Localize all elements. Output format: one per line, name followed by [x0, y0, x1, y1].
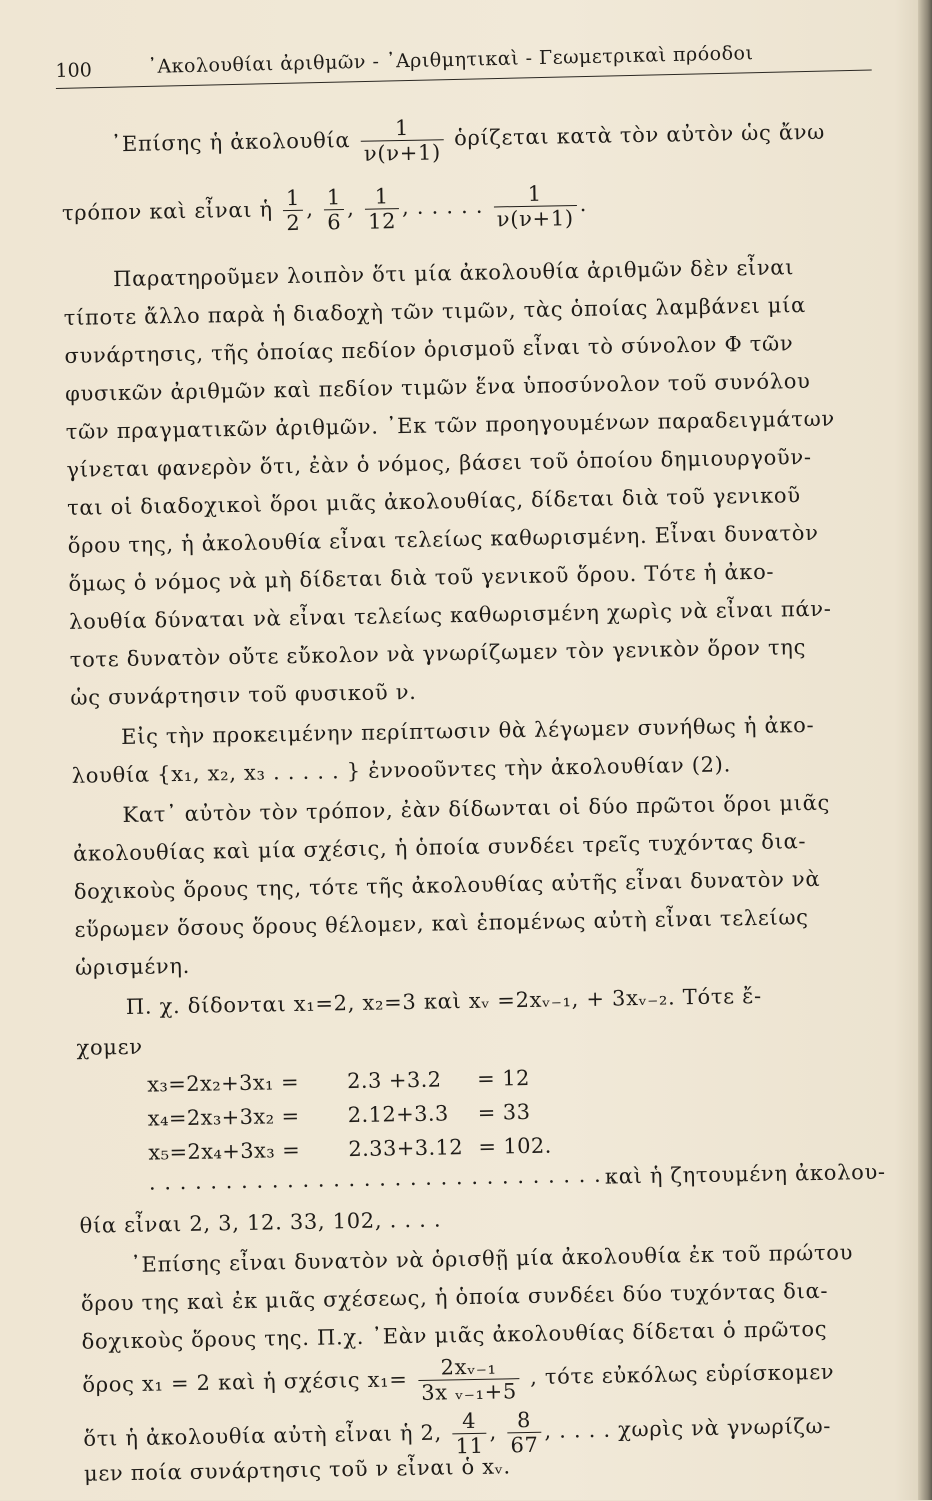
text-line: ὡς συνάρτησιν τοῦ φυσικοῦ ν.: [70, 679, 417, 710]
text-line: εὕρωμεν ὅσους ὅρους θέλομεν, καὶ ἑπομένως αὐτὴ εἶναι τελείως: [74, 905, 809, 942]
text-line: τίποτε ἄλλο παρὰ ἡ διαδοχὴ τῶν τιμῶν, τὰς ὁποίας λαμβάνει μία: [63, 293, 807, 330]
text-line: ὅρου της καὶ ἐκ μιᾶς σχέσεως, ἡ ὁποία συνδέει δύο τυχόντας δια-: [80, 1278, 829, 1316]
equation-row: x₅=2x₄+3x₃ = 2.33+3.12 = 102.: [148, 1133, 552, 1165]
text-line: συνάρτησις, τῆς ὁποίας πεδίον ὁρισμοῦ εἶναι τὸ σύνολον Φ τῶν: [64, 331, 794, 368]
text-line: θία εἶναι 2, 3, 12. 33, 102, . . . .: [79, 1207, 442, 1238]
text-line: ὅμως ὁ νόμος νὰ μὴ δίδεται διὰ τοῦ γενικοῦ ὅρου. Τότε ἡ ἀκο-: [68, 559, 775, 596]
fraction-line-1: ᾿Επίσης ἡ ἀκολουθία $\frac{1}{\nu(\nu+1)}$ ὁρίζεται κατὰ τὸν αὐτὸν ὡς ἄνω: [110, 115, 826, 166]
fraction-line-2: τρόπον καὶ εἶναι ἡ $\frac{1}{2}$ , $\frac{1}{6}$ , $\frac{1}{12}$ , . . . . . $\frac{1}{\nu(\nu+1)}$ .: [61, 181, 588, 236]
text-line: τοτε δυνατὸν οὔτε εὔκολον νὰ γνωρίζωμεν τὸν γενικὸν ὅρον της: [69, 635, 807, 672]
text-line: ὡρισμένη.: [74, 953, 191, 980]
fraction-line-4: ὅτι ἡ ἀκολουθία αὐτὴ εἶναι ἡ 2, $\frac{4}{11}$ , $\frac{8}{67}$ , . . . . χωρὶς νὰ γνωρίζω-: [83, 1407, 832, 1459]
text-line: λουθία {x₁, x₂, x₃ . . . . . } ἐννοοῦντες τὴν ἀκολουθίαν (2).: [71, 752, 732, 788]
fraction: $\frac{1}{12}$: [364, 184, 399, 234]
text-line: καὶ ἡ ζητουμένη ἀκολου-: [604, 1159, 886, 1189]
fraction: $\frac{1}{\nu(\nu+1)}$: [493, 181, 577, 232]
text-line: λουθία δύναται νὰ εἶναι τελείως καθωρισμένη χωρὶς νὰ εἶναι πάν-: [68, 596, 832, 634]
text-line: ται οἱ διαδοχικοὶ ὅροι μιᾶς ἀκολουθίας, δίδεται διὰ τοῦ γενικοῦ: [66, 483, 801, 520]
fraction-line-3: ὅρος x₁ = 2 καὶ ἡ σχέσις x₁= $\frac{\text{2xᵥ₋₁}}{\text{3x ᵥ₋₁+5}}$ , τότε εὐκόλως εὑρίσκομεν: [82, 1354, 835, 1406]
text-line: τῶν πραγματικῶν ἀριθμῶν. ᾿Εκ τῶν προηγουμένων παραδειγμάτων: [65, 406, 836, 444]
text-line: ὅρου της, ἡ ἀκολουθία εἶναι τελείως καθωρισμένη. Εἶναι δυνατὸν: [67, 520, 819, 558]
text-line: μεν ποία συνάρτησις τοῦ ν εἶναι ὁ xᵥ.: [83, 1454, 511, 1486]
page-number: 100: [55, 59, 93, 83]
equation-row: x₄=2x₃+3x₂ = 2.12+3.3 = 33: [147, 1099, 531, 1131]
fraction: $\frac{8}{67}$: [507, 1408, 542, 1458]
text-line: δοχικοὺς ὅρους της. Π.χ. ᾿Εὰν μιᾶς ἀκολουθίας δίδεται ὁ πρῶτος: [81, 1316, 828, 1354]
text-line: δοχικοὺς ὅρους της, τότε τῆς ἀκολουθίας αὐτῆς εἶναι δυνατὸν νὰ: [73, 866, 821, 904]
text-line: φυσικῶν ἀριθμῶν καὶ πεδίον τιμῶν ἕνα ὑποσύνολον τοῦ συνόλου: [64, 368, 811, 406]
fraction: $\frac{1}{\nu(\nu+1)}$: [360, 115, 444, 166]
fraction: $\frac{4}{11}$: [452, 1409, 487, 1459]
example-line: Π. χ. δίδονται x₁=2, x₂=3 καὶ xᵥ =2xᵥ₋₁, + 3xᵥ₋₂. Τότε ἔ-: [125, 983, 763, 1019]
text-line: γίνεται φανερὸν ὅτι, ἐὰν ὁ νόμος, βάσει τοῦ ὁποίου δημιουργοῦν-: [66, 444, 812, 482]
text-line: ᾿Επίσης εἶναι δυνατὸν νὰ ὁρισθῇ μία ἀκολουθία ἐκ τοῦ πρώτου: [130, 1240, 854, 1277]
running-title: ᾿Ακολουθίαι ἀριθμῶν - ᾿Αριθμητικαὶ - Γεωμετρικαὶ πρόοδοι: [147, 42, 754, 78]
text-line: Εἰς τὴν προκειμένην περίπτωσιν θὰ λέγωμεν συνήθως ἡ ἀκο-: [120, 712, 815, 750]
text-line: Κατ᾿ αὐτὸν τὸν τρόπον, ἐὰν δίδωνται οἱ δύο πρῶτοι ὅροι μιᾶς: [122, 790, 831, 828]
dotted-continuation: . . . . . . . . . . . . . . . . . . . . . . . . . . . . . . .: [148, 1162, 618, 1195]
fraction: $\frac{1}{6}$: [324, 185, 345, 235]
equation-row: x₃=2x₂+3x₁ = 2.3 +3.2 = 12: [146, 1065, 530, 1097]
fraction: $\frac{1}{2}$: [283, 186, 304, 236]
example-line: χομεν: [76, 1034, 143, 1060]
fraction: $\frac{\text{2xᵥ₋₁}}{\text{3x ᵥ₋₁+5}}$: [418, 1354, 521, 1405]
text-line: ἀκολουθίας καὶ μία σχέσις, ἡ ὁποία συνδέει τρεῖς τυχόντας δια-: [72, 829, 807, 866]
text-line: Παρατηροῦμεν λοιπὸν ὅτι μία ἀκολουθία ἀριθμῶν δὲν εἶναι: [112, 255, 795, 292]
